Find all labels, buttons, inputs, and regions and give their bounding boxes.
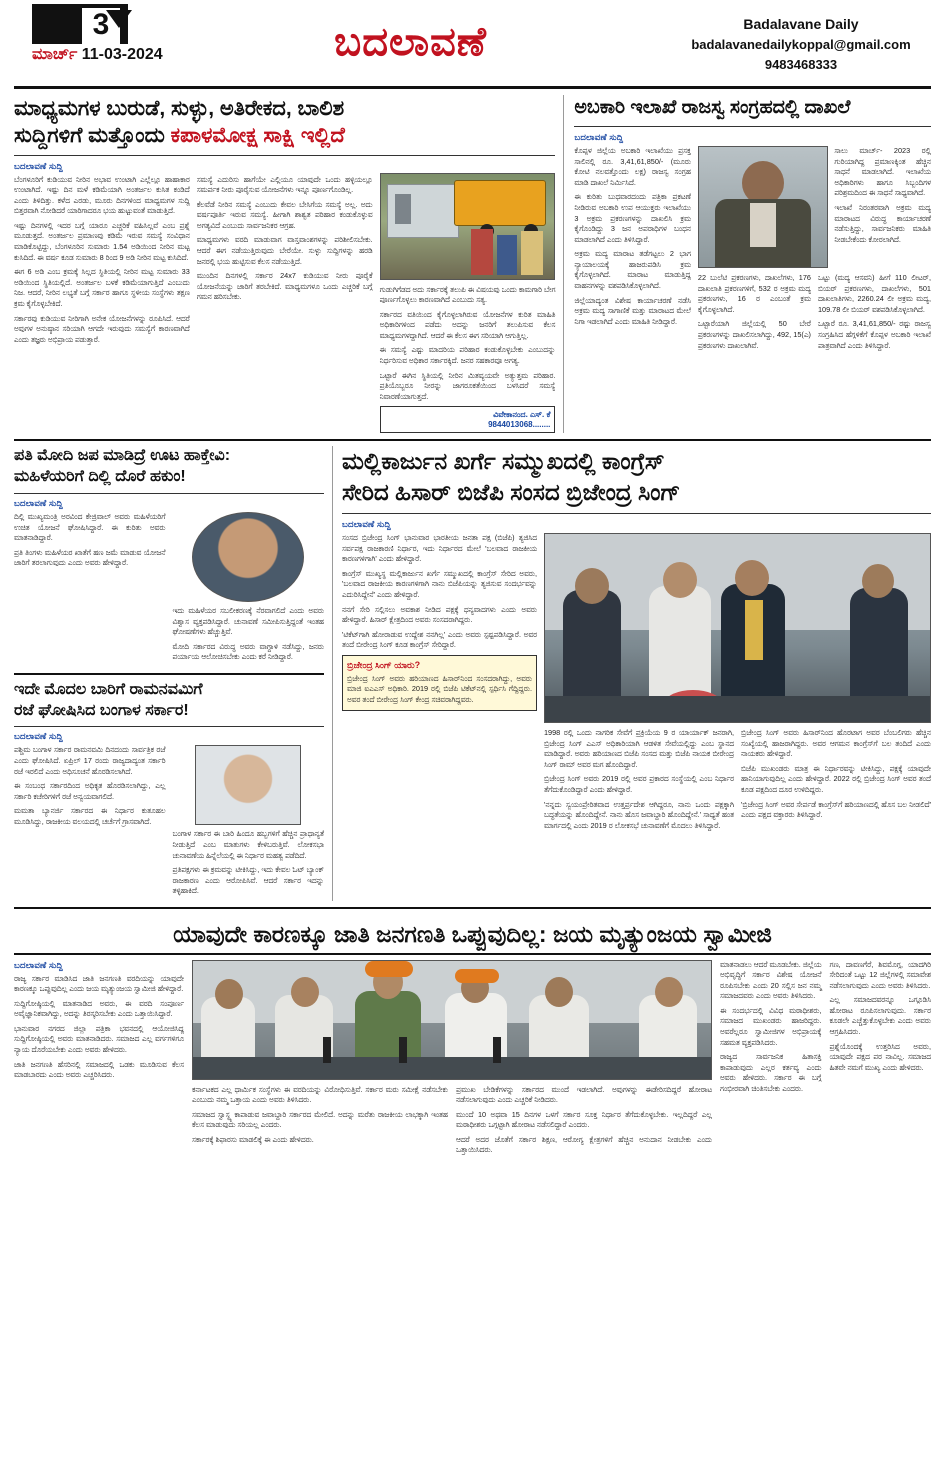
paragraph: ಸಮಾಜದ ಸ್ವಾಸ್ಥ್ಯ ಕಾಪಾಡುವ ಜವಾಬ್ದಾರಿ ಸರ್ಕಾರದ ಮೇಲಿದೆ. ಅದನ್ನು ಮರೆತು ರಾಜಕೀಯ ಲಾಭಕ್ಕಾಗಿ ಇಂತಹ ಕೆಲಸ ಮಾಡುವುದು ಸರಿಯಲ್ಲ ಎಂದರು. bbox=[192, 1109, 448, 1130]
paragraph: ಸರ್ಕಾರದ ವತಿಯಿಂದ ಕೈಗೊಳ್ಳಲಾಗಿರುವ ಯೋಜನೆಗಳ ಕುರಿತ ಮಾಹಿತಿ ಅಧಿಕಾರಿಗಳಿಂದ ಪಡೆದು ಅದನ್ನು ಜನರಿಗೆ ತಲುಪಿಸುವ ಕೆಲಸ ಮಾಧ್ಯಮಗಳದ್ದಾಗಿದೆ. ಆದರೆ ಈ ಕೆಲಸ ಈಗ ಸರಿಯಾಗಿ ಆಗುತ್ತಿಲ್ಲ. bbox=[379, 309, 556, 340]
paragraph: ಮಾಧ್ಯಮಗಳು ವರದಿ ಮಾಡುವಾಗ ವಾಸ್ತವಾಂಶಗಳನ್ನು ಪರಿಶೀಲಿಸಬೇಕು. ಆದರೆ ಈಗ ನಡೆಯುತ್ತಿರುವುದು ಬೇರೆಯೇ. ಸುಳ್ಳು ಸುದ್ದಿಗಳನ್ನು ಹರಡಿ ಜನರಲ್ಲಿ ಭಯ ಹುಟ್ಟಿಸುವ ಕೆಲಸ ನಡೆಯುತ್ತಿದೆ. bbox=[196, 235, 373, 266]
paragraph: ಈ ಸಂಬಂಧ ಸರ್ಕಾರದಿಂದ ಅಧಿಕೃತ ಹೊರಡಿಸಲಾಗಿದ್ದು, ಎಲ್ಲ ಸರ್ಕಾರಿ ಕಚೇರಿಗಳಿಗೆ ರಜೆ ಅನ್ವಯವಾಗಲಿದೆ. bbox=[14, 781, 166, 801]
paragraph: 1998 ರಲ್ಲಿ ಒಂದು ನಾಗರಿಕ ಸೇವೆಗೆ ಪ್ರಕ್ರಿಯೆಯ 9 ರ ಯಾರ್ಯಾಕ್ ಜನರಾಗಿ, ಬ್ರಿಜೇಂದ್ರ ಸಿಂಗ್ ಎಎಸ್ ಅಧಿಕಾರಿಯಾಗಿ ಆಡಳಿತ ಸೇವೆಯಲ್ಲಿದ್ದು ಎಂಬ ಸ್ಥಾನದ ಮಾಡಿದ್ದಾರೆ. ಅವರು ಹರಿಯಾಣದ ಬಿಜೆಪಿ ಸಂಸದ ಮತ್ತು ಬಿಜೆಪಿ ನಾಯಕ ಬೀರೇಂದ್ರ ಸಿಂಗ್ ರಾಮ್ ಅವರ ಮಗ ಹೊಂದಿದ್ದಾರೆ. bbox=[544, 728, 734, 769]
article6-main bbox=[192, 960, 931, 1160]
paragraph: ಕೊಪ್ಪಳ ಜಿಲ್ಲೆಯ ಅಬಕಾರಿ ಇಲಾಖೆಯು ಪ್ರಸಕ್ತ ಸಾಲಿನಲ್ಲಿ ರೂ. 3,41,61,850/- (ಮೂರು ಕೋಟಿ ನಲವತ್ತೊಂದು ಲಕ್ಷ) ರಾಜಸ್ವ ಸಂಗ್ರಹ ಮಾಡಿ ದಾಖಲೆ ನಿರ್ಮಿಸಿದೆ. bbox=[574, 146, 691, 187]
publisher-email: badalavanedailykoppal@gmail.com bbox=[691, 37, 911, 52]
article5-col3 bbox=[741, 728, 931, 835]
article1-col3 bbox=[380, 175, 556, 434]
profile-box-body: ಬ್ರಿಜೇಂದ್ರ ಸಿಂಗ್ ಅವರು ಹರಿಯಾಣದ ಹಿಸಾರ್‌ನಿಂದ ಸಂಸದರಾಗಿದ್ದು, ಅವರು ಮಾಜಿ ಐಎಎಸ್ ಅಧಿಕಾರಿ. 2019 ರಲ್ಲಿ ಬಿಜೆಪಿ ಟಿಕೆಟ್‌ನಲ್ಲಿ ಸ್ಪರ್ಧಿಸಿ ಗೆದ್ದಿದ್ದರು. ಅವರ ತಂದೆ ಬೀರೇಂದ್ರ ಸಿಂಗ್ ಕೇಂದ್ರ ಸಚಿವರಾಗಿದ್ದವರು. bbox=[347, 673, 532, 705]
article4-kicker: ಬದಲಾವಣೆ ಸುದ್ದಿ bbox=[14, 731, 63, 742]
profile-box-title: ಬ್ರಿಜೇಂದ್ರ ಸಿಂಗ್ ಯಾರು? bbox=[347, 659, 421, 670]
page-number-badge bbox=[32, 0, 163, 72]
article-kejriwal bbox=[14, 446, 324, 666]
paragraph: ಮುಂದಿನ ದಿನಗಳಲ್ಲಿ ಸರ್ಕಾರ 24x7 ಕುಡಿಯುವ ನೀರು ಪೂರೈಕೆ ಯೋಜನೆಯನ್ನು ಜಾರಿಗೆ ತರಬೇಕಿದೆ. ಮಾಧ್ಯಮಗಳೂ ಒಂದು ಎಚ್ಚರಿಕೆ ಬಗ್ಗೆ ಗಮನ ಹರಿಸಬೇಕು. bbox=[196, 271, 373, 302]
masthead-contact bbox=[671, 0, 931, 74]
publisher-phone: 9483468333 bbox=[764, 56, 838, 72]
article5-headline-line1: ಮಲ್ಲಿಕಾರ್ಜುನ ಖರ್ಗೆ ಸಮ್ಮುಖದಲ್ಲಿ ಕಾಂಗ್ರೆಸ್ bbox=[342, 448, 665, 475]
paragraph: ಈ ಸಮಸ್ಯೆ ಎಷ್ಟು ಮಾದರಿಯ ಪರಿಹಾರ ಕಂಡುಕೊಳ್ಳಬೇಕು ಎಂಬುದನ್ನು ನಿರ್ಧರಿಸುವ ಅಧಿಕಾರ ಸರ್ಕಾರಕ್ಕಿದೆ. ಜನರ ಸಹಕಾರವೂ ಅಗತ್ಯ. bbox=[379, 345, 556, 366]
article4-col1 bbox=[14, 745, 166, 900]
article1-col2 bbox=[197, 175, 373, 434]
paragraph: ಸಮಸ್ಯೆ ಎದುರಿಸು ಹಾಗೆಯೇ ಎಲ್ಲಿಯೂ ಯಾವುದೇ ಒಂದು ಹಳ್ಳಿಯಲ್ಲೂ ಸಮರ್ಪಕ ನೀರು ಪೂರೈಸುವ ಯೋಜನೆಗಳು ಇನ್ನೂ ಪೂರ್ಣಗೊಂಡಿಲ್ಲ. bbox=[196, 174, 373, 195]
article4-headline-line2: ರಜೆ ಘೋಷಿಸಿದ ಬಂಗಾಳ ಸರ್ಕಾರ! bbox=[14, 701, 189, 719]
triangle-icon bbox=[106, 10, 132, 28]
article6-col5 bbox=[830, 960, 932, 1160]
issue-date bbox=[32, 46, 163, 64]
page-number: 3 bbox=[82, 8, 120, 44]
paragraph: ಭಾನುವಾರ ನಗರದ ಜಿಲ್ಲಾ ಪತ್ರಿಕಾ ಭವನದಲ್ಲಿ ಆಯೋಜಿಸಿದ್ದ ಸುದ್ದಿಗೋಷ್ಠಿಯಲ್ಲಿ ಅವರು ಮಾತನಾಡಿದರು. ಸಮಾಜದ ಎಲ್ಲ ವರ್ಗಗಳಿಗೂ ನ್ಯಾಯ ದೊರೆಯಬೇಕು ಎಂದು ಅವರು ಹೇಳಿದರು. bbox=[14, 1023, 184, 1054]
article2-columns bbox=[574, 146, 931, 355]
article1-signature-phone: 9844013068........ bbox=[488, 420, 551, 430]
paragraph: ಎಲ್ಲ ಸಮಾಜದವರನ್ನೂ ಒಗ್ಗೂಡಿಸಿ ಹೋರಾಟ ರೂಪಿಸಲಾಗುವುದು. ಸರ್ಕಾರ ಕೂಡಲೇ ಎಚ್ಚೆತ್ತುಕೊಳ್ಳಬೇಕು ಎಂದು ಅವರು ಆಗ್ರಹಿಸಿದರು. bbox=[829, 995, 931, 1036]
article2-col1 bbox=[574, 146, 691, 355]
article-bengal-ramanavami bbox=[14, 680, 324, 901]
paragraph: ಜಾತಿ ಜನಗಣತಿ ಹೆಸರಿನಲ್ಲಿ ಸಮಾಜದಲ್ಲಿ ಒಡಕು ಮೂಡಿಸುವ ಕೆಲಸ ಮಾಡಬಾರದು ಎಂದು ಅವರು ಎಚ್ಚರಿಸಿದರು. bbox=[14, 1059, 184, 1080]
paragraph: ಪ್ರತಿ ತಿಂಗಳು ಮಹಿಳೆಯರ ಖಾತೆಗೆ ಹಣ ಜಮೆ ಮಾಡುವ ಯೋಜನೆ ಜಾರಿಗೆ ತರಲಾಗುವುದು ಎಂದು ಅವರು ಹೇಳಿದ್ದಾರೆ. bbox=[14, 547, 166, 568]
article4-col2 bbox=[173, 745, 325, 900]
section-divider-1 bbox=[14, 439, 931, 441]
paragraph: ಪ್ರತಿಪಕ್ಷಗಳು ಈ ಕ್ರಮವನ್ನು ಟೀಕಿಸಿದ್ದು, ಇದು ಕೇವಲ ಓಟ್ ಬ್ಯಾಂಕ್ ರಾಜಕಾರಣ ಎಂದು ಆರೋಪಿಸಿವೆ. ಆದರೆ ಸರ್ಕಾರ ಇದನ್ನು ತಳ್ಳಿಹಾಕಿದೆ. bbox=[172, 865, 324, 896]
article1-headline-highlight: ಕಪಾಳಮೋಕ್ಷ ಸಾಕ್ಷಿ ಇಲ್ಲಿದೆ bbox=[170, 124, 345, 148]
article1-headline-part: ಸುದ್ದಿಗಳಿಗೆ ಮತ್ತೊಂದು bbox=[14, 124, 171, 148]
photo-press-meet bbox=[192, 960, 712, 1080]
paragraph: ರಾಜ್ಯ ಸರ್ಕಾರ ಮಾಡಿಸಿದ ಜಾತಿ ಜನಗಣತಿ ವರದಿಯನ್ನು ಯಾವುದೇ ಕಾರಣಕ್ಕೂ ಒಪ್ಪುವುದಿಲ್ಲ ಎಂದು ಜಯ ಮೃತ್ಯುಂಜಯ ಸ್ವಾಮೀಜಿ ಹೇಳಿದ್ದಾರೆ. bbox=[14, 973, 184, 994]
paragraph: ಮಮತಾ ಬ್ಯಾನರ್ಜಿ ಸರ್ಕಾರದ ಈ ನಿರ್ಧಾರ ಕುತೂಹಲ ಮೂಡಿಸಿದ್ದು, ರಾಜಕೀಯ ವಲಯದಲ್ಲಿ ಚರ್ಚೆಗೆ ಗ್ರಾಸವಾಗಿದೆ. bbox=[14, 806, 166, 826]
paper-nameplate bbox=[150, 0, 671, 65]
paragraph: ಒಟ್ಟಾರೆ ರೂ. 3,41,61,850/- ರಷ್ಟು ರಾಜಸ್ವ ಸಂಗ್ರಹಿಸಿದ ಹೆಗ್ಗಳಿಕೆಗೆ ಕೊಪ್ಪಳ ಅಬಕಾರಿ ಇಲಾಖೆ ಪಾತ್ರವಾಗಿದೆ ಎಂದು ತಿಳಿಸಿದ್ದಾರೆ. bbox=[817, 319, 931, 350]
paragraph: ಕಾಂಗ್ರೆಸ್ ಮುಖ್ಯಸ್ಥ ಮಲ್ಲಿಕಾರ್ಜುನ ಖರ್ಗೆ ಸಮ್ಮುಖದಲ್ಲಿ ಕಾಂಗ್ರೆಸ್ ಸೇರಿದ ಅವರು, 'ಬಲವಾದ ರಾಜಕೀಯ ಕಾರಣಗಳಿಗಾಗಿ ನಾನು ಬಿಜೆಪಿಯನ್ನು ತ್ಯಜಿಸುವ ಸಂದರ್ಭವನ್ನು ಎದುರಿಸಿದ್ದೇನೆ' ಎಂದು ಹೇಳಿದ್ದಾರೆ. bbox=[342, 568, 537, 599]
article5-kicker: ಬದಲಾವಣೆ ಸುದ್ದಿ bbox=[342, 519, 391, 530]
article6-col2 bbox=[192, 1085, 448, 1160]
paragraph: ಒಟ್ಟು (ಮದ್ಯ ಆಸವನಿ) ಹೀಗೆ 110 ಲೀಟರ್, ಬಿಯರ್ ಪ್ರಕರಣಗಳು, ದಾಖಲೆಗಳು, 501 ದಾಖಲಾತಿಗಳು, 2260.24 ಲೀ ಅಕ್ರಮ ಮದ್ಯ, 109.78 ಲೀ ಬಿಯರ್ ವಶಪಡಿಸಿಕೊಳ್ಳಲಾಗಿದೆ. bbox=[817, 273, 931, 314]
paper-title: ಬದಲಾವಣೆ bbox=[334, 20, 487, 64]
article3-kicker: ಬದಲಾವಣೆ ಸುದ್ದಿ bbox=[14, 497, 63, 508]
paragraph: ಪ್ರಶ್ನೆಯೊಂದಕ್ಕೆ ಉತ್ತರಿಸಿದ ಅವರು, ಯಾವುದೇ ಪಕ್ಷದ ಪರ ನಾವಿಲ್ಲ. ಸಮಾಜದ ಹಿತವೇ ನಮಗೆ ಮುಖ್ಯ ಎಂದು ಹೇಳಿದರು. bbox=[829, 1041, 931, 1072]
article1-columns bbox=[14, 175, 555, 434]
article1-signature-name: ವಿವೇಕಾನಂದ. ಎಸ್. ಕೆ bbox=[493, 410, 551, 420]
paragraph: 'ಟಿಕೆಟ್‌ಗಾಗಿ ಹೋರಾಡುವ ಉದ್ದೇಶ ನನಗಿಲ್ಲ' ಎಂದು ಅವರು ಸ್ಪಷ್ಟಪಡಿಸಿದ್ದಾರೆ. ಅವರ ತಂದೆ ಬೀರೇಂದ್ರ ಸಿಂಗ್ ಕೂಡ ಕಾಂಗ್ರೆಸ್ ಸೇರಿದ್ದಾರೆ. bbox=[342, 629, 537, 650]
article3-col1 bbox=[14, 512, 166, 667]
paragraph: ಗಣ, ದಾವಣಗೆರೆ, ಶಿವಮೊಗ್ಗ, ಯಾದಗಿರಿ ಸೇರಿದಂತೆ ಒಟ್ಟು 12 ಜಿಲ್ಲೆಗಳಲ್ಲಿ ಸಮಾವೇಶ ನಡೆಸಲಾಗುವುದು ಎಂದು ಅವರು ತಿಳಿಸಿದರು. bbox=[829, 959, 931, 990]
article5-right bbox=[544, 533, 931, 835]
middle-left bbox=[14, 446, 333, 901]
paragraph: ಬಂಗಾಳ ಸರ್ಕಾರ ಈ ಬಾರಿ ಹಿಂದೂ ಹಬ್ಬಗಳಿಗೆ ಹೆಚ್ಚಿನ ಪ್ರಾಧಾನ್ಯತೆ ನೀಡುತ್ತಿದೆ ಎಂಬ ಮಾತುಗಳು ಕೇಳಿಬರುತ್ತಿವೆ. ಲೋಕಸಭಾ ಚುನಾವಣೆಯ ಹಿನ್ನೆಲೆಯಲ್ಲಿ ಈ ನಿರ್ಧಾರ ಮಹತ್ವ ಪಡೆದಿದೆ. bbox=[172, 829, 324, 860]
article3-headline-line2: ಮಹಿಳೆಯರಿಗೆ ದಿಲ್ಲಿ ದೊರೆ ಹಕುಂ! bbox=[14, 468, 186, 486]
photo-excise-officer bbox=[698, 146, 828, 268]
article5-col1 bbox=[342, 533, 537, 835]
paragraph: ಸುದ್ದಿಗೋಷ್ಠಿಯಲ್ಲಿ ಮಾತನಾಡಿದ ಅವರು, ಈ ವರದಿ ಸಂಪೂರ್ಣ ಅವೈಜ್ಞಾನಿಕವಾಗಿದ್ದು, ಅದನ್ನು ತಿರಸ್ಕರಿಸಬೇಕು ಎಂದು ಒತ್ತಾಯಿಸಿದ್ದಾರೆ. bbox=[14, 998, 184, 1019]
paragraph: ಸರ್ಕಾರವು ಕುಡಿಯುವ ನೀರಿಗಾಗಿ ಅನೇಕ ಯೋಜನೆಗಳನ್ನು ರೂಪಿಸಿದೆ. ಆದರೆ ಅವುಗಳ ಅನುಷ್ಠಾನ ಸರಿಯಾಗಿ ಆಗದೇ ಇರುವುದು ಸಮಸ್ಯೆಗೆ ಕಾರಣವಾಗಿದೆ ಎಂದು ತಜ್ಞರು ಅಭಿಪ್ರಾಯ ಪಡುತ್ತಾರೆ. bbox=[14, 313, 190, 344]
paragraph: ರಾಜ್ಯದ ಸಾರ್ವಜನಿಕ ಹಿತಾಸಕ್ತಿ ಕಾಪಾಡುವುದು ಎಲ್ಲರ ಕರ್ತವ್ಯ ಎಂದು ಅವರು ಹೇಳಿದರು. ಸರ್ಕಾರ ಈ ಬಗ್ಗೆ ಗಂಭೀರವಾಗಿ ಚಿಂತಿಸಬೇಕು ಎಂದರು. bbox=[720, 1052, 822, 1093]
paragraph: ಸಂಸದ ಬ್ರಿಜೇಂದ್ರ ಸಿಂಗ್ ಭಾನುವಾರ ಭಾರತೀಯ ಜನತಾ ಪಕ್ಷ (ಬಿಜೆಪಿ) ತ್ಯಜಿಸಿದ ಸರ್ವಪಕ್ಷ ರಾಜಕಾರಣಿ ನಿರ್ಧಾರ, ಇದು ನಿರ್ಧಾರದ ಮೇಲೆ 'ಬಲವಾದ ರಾಜಕೀಯ ಕಾರಣಗಳಿಗಾಗಿ' ಎಂದು ಹೇಳಿದ್ದಾರೆ. bbox=[342, 533, 537, 564]
article6-headline: ಯಾವುದೇ ಕಾರಣಕ್ಕೂ ಜಾತಿ ಜನಗಣತಿ ಒಪ್ಪುವುದಿಲ್ಲ: ಜಯ ಮೃತ್ಯುಂಜಯ ಸ್ವಾಮೀಜಿ bbox=[14, 915, 931, 955]
paragraph: ಗುಡುಗಿಗೆಡದ ಅದು ಸರ್ಕಾರಕ್ಕೆ ತಲುಪಿ ಈ ವಿಷಯವು ಒಂದು ಕಾಮಗಾರಿ ಬೇಗ ಪೂರ್ಣಗೊಳ್ಳಲು ಕಾರಣವಾಗಿದೆ ಎಂಬುದು ಸತ್ಯ. bbox=[379, 284, 556, 305]
article1-headline-line1: ಮಾಧ್ಯಮಗಳ ಬುರುಡೆ, ಸುಳ್ಳು, ಅತಿರೇಕದ, ಬಾಲಿಶ bbox=[14, 97, 345, 120]
photo-mamata bbox=[195, 745, 301, 825]
paragraph: ಸಾಲು ಮಾರ್ಚ್- 2023 ರಲ್ಲಿ ಗುರಿಯಾಗಿದ್ದ ಪ್ರಮಾಣಕ್ಕಿಂತ ಹೆಚ್ಚಿನ ಸಾಧನೆ ಮಾಡಲಾಗಿದೆ. ಇಲಾಖೆಯ ಅಧಿಕಾರಿಗಳು ಹಾಗೂ ಸಿಬ್ಬಂದಿಗಳ ಪರಿಶ್ರಮದಿಂದ ಈ ಸಾಧನೆ ಸಾಧ್ಯವಾಗಿದೆ. bbox=[834, 146, 931, 198]
article1-headline bbox=[14, 95, 555, 150]
article5-headline-line2: ಸೇರಿದ ಹಿಸಾರ್ ಬಿಜೆಪಿ ಸಂಸದ ಬ್ರಿಜೇಂದ್ರ ಸಿಂಗ್ bbox=[342, 478, 681, 505]
article-water-crisis bbox=[14, 95, 564, 433]
article2-headline: ಅಬಕಾರಿ ಇಲಾಖೆ ರಾಜಸ್ವ ಸಂಗ್ರಹದಲ್ಲಿ ದಾಖಲೆ bbox=[574, 97, 851, 118]
article-caste-census bbox=[14, 915, 931, 1160]
article1-kicker: ಬದಲಾವಣೆ ಸುದ್ದಿ bbox=[14, 160, 63, 171]
masthead bbox=[14, 0, 931, 84]
paragraph: ಒಟ್ಟಾರೆಯಾಗಿ ಜಿಲ್ಲೆಯಲ್ಲಿ 50 ಬೇರೆ ಪ್ರಕರಣಗಳನ್ನು ದಾಖಲಿಸಲಾಗಿದ್ದು, 492, 15(ಎ) ಪ್ರಕರಣಗಳು ದಾಖಲಾಗಿವೆ. bbox=[697, 319, 811, 350]
photo-content bbox=[381, 174, 555, 279]
article5-headline bbox=[342, 446, 931, 507]
paragraph: ಈಗ 6 ಅಡಿ ಎಂಬ ಕ್ರಮಕ್ಕೆ ಸಿಲ್ಲದ ಸ್ಥಿತಿಯಲ್ಲಿ ನೀರಿನ ಮಟ್ಟ ಸುಮಾರು 33 ಅಡಿಯಿಂದ ಸ್ಥಿತಿಯಲ್ಲಿದೆ. ಅಂತರ್ಜಲ ಬಳಕೆ ಕಡಿಮೆಯಾಗುತ್ತಿದೆ ಎಂಬುದು ನಿಜ. ಆದರೆ, ನೀರಿನ ಲಭ್ಯತೆ ಬಗ್ಗೆ ಸರ್ಕಾರ ಹಾಗೂ ಸ್ಥಳೀಯ ಸಂಸ್ಥೆಗಳು ತಕ್ಷಣ ಕ್ರಮ ಕೈಗೊಳ್ಳಬೇಕಿದೆ. bbox=[14, 267, 190, 308]
photo-content bbox=[699, 147, 827, 267]
paragraph: ಸರ್ಕಾರಕ್ಕೆ ಶಿಫಾರಸು ಮಾಡಲಿಕ್ಕೆ ಈ ಎಂದು ಹೇಳಿದರು. bbox=[192, 1134, 314, 1144]
article6-col4 bbox=[720, 960, 822, 1160]
article4-headline-line1: ಇದೇ ಮೊದಲ ಬಾರಿಗೆ ರಾಮನವಮಿಗೆ bbox=[14, 680, 203, 698]
date-value: 11-03-2024 bbox=[81, 46, 163, 63]
paragraph: ಬ್ರಿಜೇಂದ್ರ ಸಿಂಗ್ ಅವರು ಹಿಸಾರ್‌ನಿಂದ ಹೊರಟಾಗ ಅವರ ಬೆಂಬಲಿಗರು ಹೆಚ್ಚಿನ ಸಂಖ್ಯೆಯಲ್ಲಿ ಹಾಜರಾಗಿದ್ದರು. ಅವರ ಆಗಮನ ಕಾಂಗ್ರೆಸ್‌ಗೆ ಬಲ ತಂದಿದೆ ಎಂದು ನಾಯಕರು ಹೇಳಿದ್ದಾರೆ. bbox=[741, 728, 931, 759]
paragraph: ಇದು ಮಹಿಳೆಯರ ಸಬಲೀಕರಣಕ್ಕೆ ನೆರವಾಗಲಿದೆ ಎಂದು ಅವರು ವಿಶ್ವಾಸ ವ್ಯಕ್ತಪಡಿಸಿದ್ದಾರೆ. ಚುನಾವಣೆ ಸಮೀಪಿಸುತ್ತಿದ್ದಂತೆ ಇಂತಹ ಘೋಷಣೆಗಳು ಹೆಚ್ಚುತ್ತಿವೆ. bbox=[172, 605, 324, 637]
paragraph: ಇಲಾಖೆ ನಿರಂತರವಾಗಿ ಅಕ್ರಮ ಮದ್ಯ ಮಾರಾಟದ ವಿರುದ್ಧ ಕಾರ್ಯಾಚರಣೆ ನಡೆಸುತ್ತಿದ್ದು, ಸಾರ್ವಜನಿಕರು ಮಾಹಿತಿ ನೀಡಬೇಕೆಂದು ಕೋರಲಾಗಿದೆ. bbox=[834, 202, 931, 244]
paragraph: 'ಬ್ರಿಜೇಂದ್ರ ಸಿಂಗ್ ಅವರ ಸೇರ್ಪಡೆ ಕಾಂಗ್ರೆಸ್‌ಗೆ ಹರಿಯಾಣದಲ್ಲಿ ಹೊಸ ಬಲ ನೀಡಲಿದೆ' ಎಂದು ಪಕ್ಷದ ವಕ್ತಾರರು ತಿಳಿಸಿದ್ದಾರೆ. bbox=[741, 799, 931, 820]
paragraph: ಈ ಸಂದರ್ಭದಲ್ಲಿ ವಿವಿಧ ಮಠಾಧೀಶರು, ಸಮಾಜದ ಮುಖಂಡರು ಹಾಜರಿದ್ದರು. ಅವರೆಲ್ಲರೂ ಸ್ವಾಮೀಜಿಗಳ ಅಭಿಪ್ರಾಯಕ್ಕೆ ಸಹಮತ ವ್ಯಕ್ತಪಡಿಸಿದರು. bbox=[720, 1005, 822, 1047]
middle-section bbox=[14, 446, 931, 901]
paragraph: ಮಾತನಾಡಲು ಆದರೆ ಮೂಡಬೇಕು. ಜಿಲ್ಲೆಯ ಅಭಿವೃದ್ಧಿಗೆ ಸರ್ಕಾರ ವಿಶೇಷ ಯೋಜನೆ ರೂಪಿಸಬೇಕು ಎಂದು 20 ಸಲ್ಲಿಸ ಜನ ನಮ್ಮ ಸಮಾಜದವರು ಎಂದು ಅವರು ತಿಳಿಸಿದರು. bbox=[720, 959, 822, 1001]
article2-kicker: ಬದಲಾವಣೆ ಸುದ್ದಿ bbox=[574, 132, 624, 143]
article4-headline bbox=[14, 680, 324, 722]
article2-col2 bbox=[698, 146, 931, 355]
article1-headline-line2 bbox=[14, 122, 555, 149]
paragraph: ಒಟ್ಟಾರೆ ಈಗಿನ ಸ್ಥಿತಿಯಲ್ಲಿ ನೀರಿನ ಮಿತವ್ಯಯವೇ ಅತ್ಯುತ್ತಮ ಪರಿಹಾರ. ಪ್ರತಿಯೊಬ್ಬರೂ ನೀರನ್ನು ಜಾಗರೂಕತೆಯಿಂದ ಬಳಸಿದರೆ ಸಮಸ್ಯೆ ನಿವಾರಣೆಯಾಗುತ್ತದೆ. bbox=[379, 370, 556, 401]
paragraph: ಈ ಕುರಿತು ಬುಧವಾರದಂದು ಪತ್ರಿಕಾ ಪ್ರಕಟಣೆ ನೀಡಿರುವ ಅಬಕಾರಿ ಉಪ ಆಯುಕ್ತರು ಇಲಾಖೆಯು 3 ಅಕ್ರಮ ಪ್ರಕರಣಗಳನ್ನು ದಾಖಲಿಸಿ ಕ್ರಮ ಕೈಗೊಂಡಿದ್ದು 3 ಜನ ಅಪರಾಧಿಗಳ ಬಂಧನ ಮಾಡಲಾಗಿದೆ ಎಂದು ತಿಳಿಸಿದ್ದಾರೆ. bbox=[574, 192, 691, 244]
article6-kicker: ಬದಲಾವಣೆ ಸುದ್ದಿ bbox=[14, 959, 63, 970]
paragraph: ಕೆಲವೆಡೆ ನೀರಿನ ಸಮಸ್ಯೆ ಎಂಬುದು ಕೇವಲ ಬೇಸಿಗೆಯ ಸಮಸ್ಯೆ ಅಲ್ಲ. ಅದು ವರ್ಷಪೂರ್ತಿ ಇರುವ ಸಮಸ್ಯೆ. ಹೀಗಾಗಿ ಶಾಶ್ವತ ಪರಿಹಾರ ಕಂಡುಕೊಳ್ಳುವ ಅಗತ್ಯವಿದೆ ಎಂಬುದು ಸಾರ್ವಜನಿಕರ ಆಗ್ರಹ. bbox=[196, 199, 373, 230]
paragraph: ಬೆಂಗಳೂರಿಗೆ ಕುಡಿಯುವ ನೀರಿನ ಅಭಾವ ಉಂಟಾಗಿ ಎಲ್ಲೆಲ್ಲೂ ಹಾಹಾಕಾರ ಉಂಟಾಗಿದೆ. ಇಷ್ಟು ದಿನ ಮಳೆ ಕಡಿಮೆಯಾಗಿ ಅಂತರ್ಜಲ ಕುಸಿತ ಕಂಡಿದೆ ಎಂದು ತಿಳಿದಿತ್ತು. ಕಳೆದ ಎರಡು, ಮೂರು ದಿನಗಳಿಂದ ಮಾಧ್ಯಮಗಳ ಸುದ್ದಿ ಬಿತ್ತರವಾಗಿ ನೋಡಿದರೆ ಯಾರಿಗಾದರೂ ಭಯ ಹುಟ್ಟುವಂತೆ ಮಾಡುತ್ತಿದೆ. bbox=[14, 174, 190, 216]
paragraph: ಇಷ್ಟು ದಿನಗಳಲ್ಲಿ ಇದರ ಬಗ್ಗೆ ಯಾರೂ ಎಚ್ಚರಿಕೆ ವಹಿಸಿಲ್ಲವೆ ಎಂಬ ಪ್ರಶ್ನೆ ಮೂಡುತ್ತದೆ. ಅಂತರ್ಜಲ ಪ್ರಮಾಣವು ಕಡಿಮೆ ಇರುವ ಸಮಸ್ಯೆ ಸಂವಿಧಾನ ಮಾಡಿಕೊಟ್ಟಿದ್ದು, ಬೆಂಗಳೂರಿನ ಸುಮಾರು 1.54 ಅಡಿಯಿಂದ ನೀರಿನ ಮಟ್ಟ ಕುಸಿದಿದೆ. ಈ ವರ್ಷ ಕೂಡ ಸುಮಾರು 8 ರಿಂದ 9 ಅಡಿ ನೀರಿನ ಮಟ್ಟ ಕುಸಿದಿದೆ. bbox=[14, 220, 190, 262]
paragraph: ನನಗೆ ಸೇರಿ ಸಲ್ಲಿಸಲು ಅವಕಾಶ ನೀಡಿದ ಪಕ್ಷಕ್ಕೆ ಧನ್ಯವಾದಗಳು ಎಂದು ಅವರು ಹೇಳಿದ್ದಾರೆ. ಹಿಸಾರ್ ಕ್ಷೇತ್ರದಿಂದ ಅವರು ಸಂಸದರಾಗಿದ್ದರು. bbox=[342, 604, 537, 625]
paragraph: ಮುಂದೆ 10 ಅಥವಾ 15 ದಿನಗಳ ಒಳಗೆ ಸರ್ಕಾರ ಸೂಕ್ತ ನಿರ್ಧಾರ ತೆಗೆದುಕೊಳ್ಳಬೇಕು. ಇಲ್ಲದಿದ್ದರೆ ಎಲ್ಲ ಮಠಾಧೀಶರು ಒಗ್ಗಟ್ಟಾಗಿ ಹೋರಾಟ ನಡೆಸಲಿದ್ದಾರೆ ಎಂದರು. bbox=[456, 1109, 712, 1130]
divider-mid-left bbox=[14, 673, 324, 675]
paragraph: ಮೋದಿ ಸರ್ಕಾರದ ವಿರುದ್ಧ ಅವರು ವಾಗ್ದಾಳಿ ನಡೆಸಿದ್ದು, ಜನರು ಪರ್ಯಾಯ ಆಲೋಚಿಸಬೇಕು ಎಂದು ಕರೆ ನೀಡಿದ್ದಾರೆ. bbox=[172, 641, 324, 662]
paragraph: ಕರ್ನಾಟಕದ ಎಲ್ಲ ಧಾರ್ಮಿಕ ಸಂಸ್ಥೆಗಳು ಈ ವರದಿಯನ್ನು ವಿರೋಧಿಸುತ್ತಿವೆ. ಸರ್ಕಾರ ಮರು ಸಮೀಕ್ಷೆ ನಡೆಸಬೇಕು ಎಂಬುದು ನಮ್ಮ ಒತ್ತಾಯ ಎಂದು ಅವರು ತಿಳಿಸಿದರು. bbox=[192, 1084, 448, 1105]
paragraph: ಬ್ರಿಜೇಂದ್ರ ಸಿಂಗ್ ಅವರು 2019 ರಲ್ಲಿ ಅವರ ಪ್ರಕಾರದ ಸಂಸ್ಥೆಯಲ್ಲಿ ಎಂಬ ನಿರ್ಧಾರ ತೆಗೆದುಕೊಂಡಿದ್ದಾರೆ ಎಂದು ಹೇಳಿದ್ದಾರೆ. bbox=[544, 774, 734, 794]
article3-headline-line1: ಪತಿ ಮೋದಿ ಜಪ ಮಾಡಿದ್ರೆ ಊಟ ಹಾಕ್ತೇವಿ: bbox=[14, 447, 231, 465]
article3-headline bbox=[14, 446, 324, 488]
article6-col1 bbox=[14, 960, 184, 1160]
article-brijendra-singh bbox=[333, 446, 931, 901]
top-section bbox=[14, 95, 931, 433]
paragraph: ಅಕ್ರಮ ಮದ್ಯ ಮಾರಾಟ ತಡೆಗಟ್ಟಲು 2 ಭಾಗ ನ್ಯಾಯಾಲಯಕ್ಕೆ ಹಾಜರುಪಡಿಸಿ ಕ್ರಮ ಕೈಗೊಳ್ಳಲಾಗಿದೆ. ಮಾರಾಟ ಮಾಡುತ್ತಿದ್ದ ವಾಹನಗಳನ್ನು ವಶಪಡಿಸಿಕೊಳ್ಳಲಾಗಿದೆ. bbox=[574, 249, 691, 291]
month-label: ಮಾರ್ಚ್ bbox=[32, 46, 78, 63]
paragraph: 22 ಬುಲೆಟಿ ಪ್ರಕರಣಗಳು, ದಾಖಲೆಗಳು, 176 ದಾಖಲಾತಿ ಪ್ರಕರಣಗಳಿಗೆ, 532 ರ ಅಕ್ರಮ ಮದ್ಯ ಪ್ರಕರಣಗಳು, 16 ರ ಎಂಬಂತೆ ಕ್ರಮ ಕೈಗೊಳ್ಳಲಾಗಿದೆ. bbox=[697, 273, 811, 314]
publisher-name: Badalavane Daily bbox=[743, 16, 859, 32]
section-divider-2 bbox=[14, 907, 931, 909]
article6-col3 bbox=[456, 1085, 712, 1160]
paragraph: 'ನನ್ನದು ಸ್ವಯಂಪ್ರೇರಿತವಾದ ಉತ್ತರ್ಪ್ರದೇಶ ಆಗಿದ್ದರೂ, ನಾನು ಒಂದು ಪಕ್ಷಕ್ಕಾಗಿ ಬದ್ಧತೆಯನ್ನು ಹೊಂದಿದ್ದೇನೆ. ನಾನು ಹೊಸ ಜವಾಬ್ದಾರಿ ಹೊಂದಿದ್ದೇನೆ.' ಸಾಧ್ಯತೆ ಹಂತ ಮಾರ್ಗದಲ್ಲಿ ಎಂದು 2019 ರ ಲೋಕಸಭೆ ಚುನಾವಣೆಗೆ ಮೊದಲು ತಿಳಿಸಿದ್ದಾರೆ. bbox=[544, 799, 734, 830]
article5-profile-box bbox=[342, 655, 537, 711]
masthead-rule bbox=[14, 86, 931, 89]
article3-col2 bbox=[173, 512, 325, 667]
paragraph: ದಿಲ್ಲಿ ಮುಖ್ಯಮಂತ್ರಿ ಅರವಿಂದ ಕೇಜ್ರಿವಾಲ್ ಅವರು ಮಹಿಳೆಯರಿಗೆ ಉಚಿತ ಯೋಜನೆ ಘೋಷಿಸಿದ್ದಾರೆ. ಈ ಕುರಿತು ಅವರು ಮಾತನಾಡಿದ್ದಾರೆ. bbox=[14, 511, 166, 543]
photo-water-tanker bbox=[380, 173, 556, 280]
paragraph: ಪಶ್ಚಿಮ ಬಂಗಾಳ ಸರ್ಕಾರ ರಾಮನವಮಿ ದಿನದಂದು ಸಾರ್ವತ್ರಿಕ ರಜೆ ಎಂದು ಘೋಷಿಸಿದೆ. ಏಪ್ರಿಲ್ 17 ರಂದು ರಾಜ್ಯದಾದ್ಯಂತ ಸರ್ಕಾರಿ ರಜೆ ಇರಲಿದೆ ಎಂದು ಅಧಿಸೂಚನೆ ಹೊರಡಿಸಲಾಗಿದೆ. bbox=[14, 745, 166, 776]
paragraph: ಜಿಲ್ಲೆಯಾದ್ಯಂತ ವಿಶೇಷ ಕಾರ್ಯಾಚರಣೆ ನಡೆಸಿ ಅಕ್ರಮ ಮದ್ಯ ಸಾಗಾಣಿಕೆ ಮತ್ತು ಮಾರಾಟದ ಮೇಲೆ ನಿಗಾ ಇಡಲಾಗಿದೆ ಎಂದು ಮಾಹಿತಿ ನೀಡಿದ್ದಾರೆ. bbox=[574, 295, 691, 326]
paragraph: ಆದರೆ ಅದರ ಜೊತೆಗೆ ಸರ್ಕಾರ ಶಿಕ್ಷಣ, ಆರೋಗ್ಯ ಕ್ಷೇತ್ರಗಳಿಗೆ ಹೆಚ್ಚಿನ ಅನುದಾನ ನೀಡಬೇಕು ಎಂದು ಒತ್ತಾಯಿಸಿದರು. bbox=[456, 1134, 712, 1155]
article-excise-revenue bbox=[564, 95, 931, 433]
photo-kejriwal bbox=[192, 512, 304, 602]
article5-col2 bbox=[544, 728, 734, 835]
photo-content bbox=[545, 534, 930, 722]
paragraph: ಪ್ರಮುಖ ಬೇಡಿಕೆಗಳನ್ನು ಸರ್ಕಾರದ ಮುಂದೆ ಇಡಲಾಗಿದೆ. ಅವುಗಳನ್ನು ಈಡೇರಿಸದಿದ್ದರೆ ಹೋರಾಟ ನಡೆಸಲಾಗುವುದು ಎಂದು ಎಚ್ಚರಿಕೆ ನೀಡಿದರು. bbox=[456, 1084, 712, 1105]
article1-col1 bbox=[14, 175, 190, 434]
photo-congress-joining bbox=[544, 533, 931, 723]
photo-content bbox=[193, 961, 711, 1079]
paragraph: ಬಿಜೆಪಿ ಮುಖಂಡರು ಮಾತ್ರ ಈ ನಿರ್ಧಾರವನ್ನು ಟೀಕಿಸಿದ್ದು, ಪಕ್ಷಕ್ಕೆ ಯಾವುದೇ ಹಾನಿಯಾಗುವುದಿಲ್ಲ ಎಂದು ಹೇಳಿದ್ದಾರೆ. 2022 ರಲ್ಲಿ ಬ್ರಿಜೇಂದ್ರ ಸಿಂಗ್ ಅವರ ತಂದೆ ಕೂಡ ಪಕ್ಷದಿಂದ ದೂರ ಉಳಿದಿದ್ದರು. bbox=[741, 763, 931, 794]
